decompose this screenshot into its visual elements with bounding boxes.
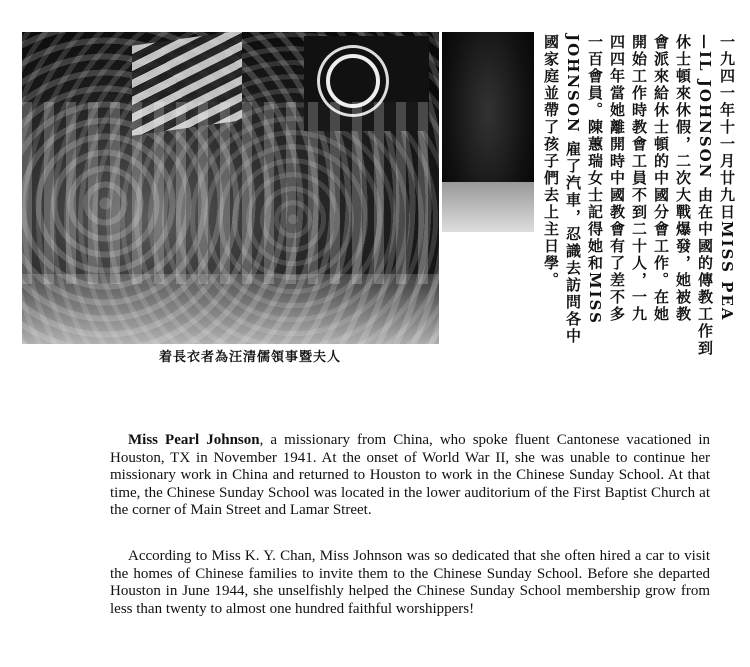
sun-emblem-icon [326,54,380,108]
name-bold: Miss Pearl Johnson [128,432,260,448]
side-photo-strip [442,182,534,232]
chinese-column-6: 四四年當她離開時中國教會有了差不多 [608,34,626,323]
chinese-column-7: 一百會員。陳蕙瑞女士記得她和MISS [586,34,604,325]
chinese-column-9: 國家庭並帶了孩子們去上主日學。 [542,34,560,289]
paragraph-1 [110,432,710,520]
foreground-image [22,274,439,344]
group-photo [22,32,439,344]
paragraph-1-text: , a missionary from China, who spoke fluent Cantonese vacationed in Houston, TX in November 1941. At the onset of World War II, she was unable to continue her missionary work in China and returned to Houston to work in the Chinese Sunday School. At that time, the Chinese Sunday School was located in the lower auditorium of the First Baptist Church at the corner of Main Street and Lamar Street. [110,432,710,518]
chinese-column-2: —IL JOHNSON 由在中國的傳教工作到 [696,34,714,357]
chinese-column-4: 會派來給休士頓的中國分會工作。在她 [652,34,670,323]
chinese-column-3: 休士頓來休假，二次大戰爆發，她被教 [674,34,692,323]
chinese-column-1: 一九四一年十一月廿九日MISS PEA [718,34,736,322]
chinese-column-5: 開始工作時教會工員不到二十人，一九 [630,34,648,323]
crowd-image [22,102,439,284]
side-photo [442,32,534,232]
paragraph-2: According to Miss K. Y. Chan, Miss Johnson was so dedicated that she often hired a car to visit the homes of Chinese families to invite them to the Chinese Sunday School. Before she departed Houston in June 1944, she unselfishly helped the Chinese Sunday School membership grow from less than twenty to almost one hundred faithful worshippers! [110,548,710,617]
chinese-column-8: JOHNSON 雇了汽車，忍識去訪問各中 [564,34,582,345]
photo-caption: 着長衣者為汪清儒領事暨夫人 [158,350,341,365]
